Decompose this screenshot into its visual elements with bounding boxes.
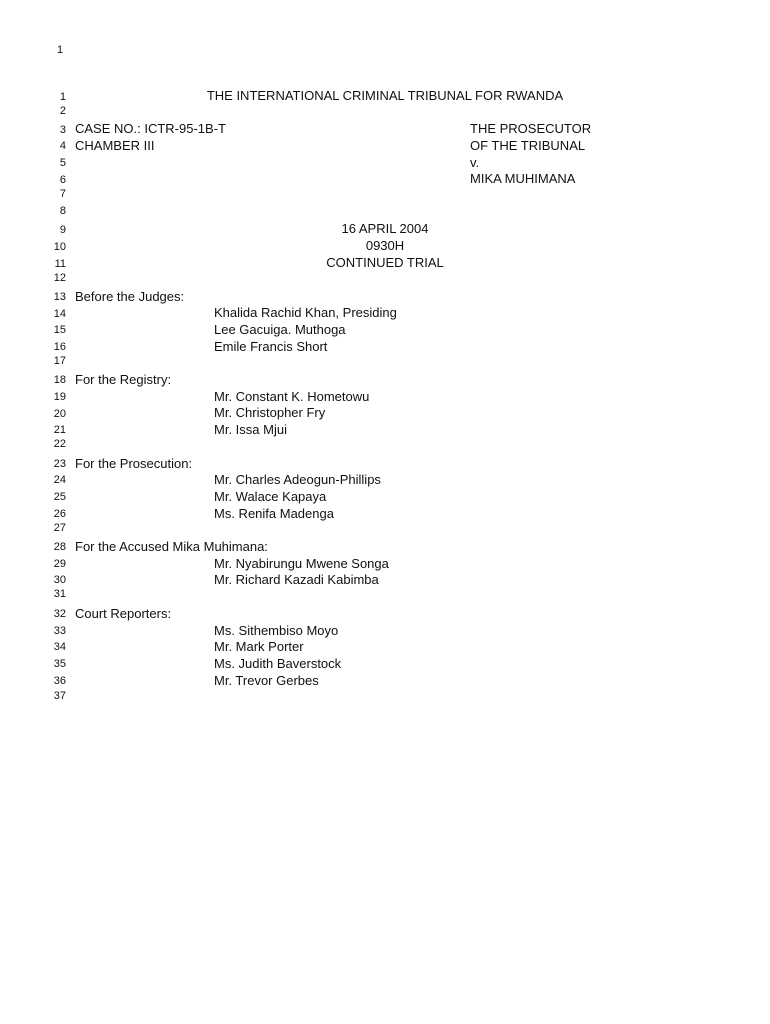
line-number: 15 bbox=[53, 324, 66, 336]
registry-name: Mr. Christopher Fry bbox=[214, 405, 326, 420]
line-number: 30 bbox=[53, 574, 66, 586]
reporter-name: Ms. Sithembiso Moyo bbox=[214, 623, 339, 638]
line-number: 20 bbox=[53, 408, 66, 420]
prosecution-name: Ms. Renifa Madenga bbox=[214, 506, 334, 521]
line-number: 21 bbox=[53, 424, 66, 436]
judges-label: Before the Judges: bbox=[75, 289, 185, 304]
party-tribunal: OF THE TRIBUNAL bbox=[470, 138, 586, 153]
line-number: 5 bbox=[59, 157, 66, 169]
line-number: 13 bbox=[53, 291, 66, 303]
line-number: 17 bbox=[53, 355, 66, 367]
line-number: 27 bbox=[53, 522, 66, 534]
line-number: 1 bbox=[59, 91, 66, 103]
line-number: 4 bbox=[59, 140, 66, 152]
line-number: 32 bbox=[53, 608, 66, 620]
session-status: CONTINUED TRIAL bbox=[326, 255, 444, 270]
defence-name: Mr. Richard Kazadi Kabimba bbox=[214, 572, 379, 587]
line-number: 26 bbox=[53, 508, 66, 520]
line-number: 12 bbox=[53, 272, 66, 284]
versus: v. bbox=[470, 155, 480, 170]
prosecution-name: Mr. Walace Kapaya bbox=[214, 489, 327, 504]
judge-name: Khalida Rachid Khan, Presiding bbox=[214, 305, 397, 320]
party-prosecutor: THE PROSECUTOR bbox=[470, 121, 592, 136]
line-number: 6 bbox=[59, 174, 66, 186]
line-number: 28 bbox=[53, 541, 66, 553]
line-number: 22 bbox=[53, 438, 66, 450]
line-number: 36 bbox=[53, 675, 66, 687]
line-number: 37 bbox=[53, 690, 66, 702]
defence-name: Mr. Nyabirungu Mwene Songa bbox=[214, 556, 389, 571]
page-number: 1 bbox=[57, 44, 64, 56]
line-number: 23 bbox=[53, 458, 66, 470]
session-time: 0930H bbox=[365, 238, 405, 253]
registry-label: For the Registry: bbox=[75, 372, 172, 387]
registry-name: Mr. Constant K. Hometowu bbox=[214, 389, 370, 404]
prosecution-name: Mr. Charles Adeogun-Phillips bbox=[214, 472, 381, 487]
line-number: 31 bbox=[53, 588, 66, 600]
reporter-name: Mr. Trevor Gerbes bbox=[214, 673, 319, 688]
line-number: 2 bbox=[59, 105, 66, 117]
line-number: 9 bbox=[59, 224, 66, 236]
line-number: 3 bbox=[59, 124, 66, 136]
accused-name: MIKA MUHIMANA bbox=[470, 171, 576, 186]
line-number: 7 bbox=[59, 188, 66, 200]
line-number: 16 bbox=[53, 341, 66, 353]
document-title: THE INTERNATIONAL CRIMINAL TRIBUNAL FOR RWANDA bbox=[206, 88, 564, 103]
line-number: 33 bbox=[53, 625, 66, 637]
reporters-label: Court Reporters: bbox=[75, 606, 172, 621]
judge-name: Emile Francis Short bbox=[214, 339, 328, 354]
line-number: 8 bbox=[59, 205, 66, 217]
registry-name: Mr. Issa Mjui bbox=[214, 422, 287, 437]
line-number: 25 bbox=[53, 491, 66, 503]
judge-name: Lee Gacuiga. Muthoga bbox=[214, 322, 346, 337]
session-date: 16 APRIL 2004 bbox=[341, 221, 429, 236]
case-number: CASE NO.: ICTR-95-1B-T bbox=[75, 121, 226, 136]
defence-label: For the Accused Mika Muhimana: bbox=[75, 539, 268, 554]
line-number: 11 bbox=[54, 258, 66, 270]
line-number: 24 bbox=[53, 474, 66, 486]
line-number: 10 bbox=[53, 241, 66, 253]
line-number: 34 bbox=[53, 641, 66, 653]
chamber: CHAMBER III bbox=[75, 138, 155, 153]
line-number: 14 bbox=[53, 308, 66, 320]
line-number: 35 bbox=[53, 658, 66, 670]
prosecution-label: For the Prosecution: bbox=[75, 456, 193, 471]
line-number: 29 bbox=[53, 558, 66, 570]
line-number: 18 bbox=[53, 374, 66, 386]
reporter-name: Mr. Mark Porter bbox=[214, 639, 304, 654]
line-number: 19 bbox=[53, 391, 66, 403]
reporter-name: Ms. Judith Baverstock bbox=[214, 656, 342, 671]
